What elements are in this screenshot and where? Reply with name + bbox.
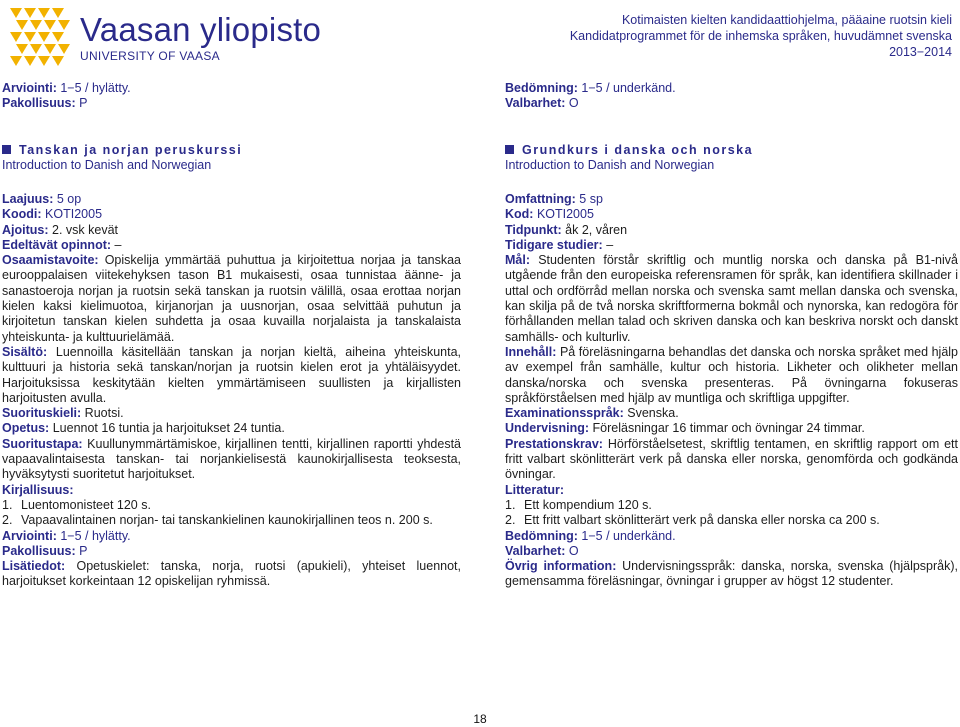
literature-label: Kirjallisuus: (2, 482, 74, 497)
additional-info-label: Lisätiedot: (2, 559, 66, 574)
exam-language-row: Examinationsspråk: Svenska. (505, 406, 679, 421)
objective-paragraph (2, 253, 461, 345)
grading-row (2, 81, 461, 96)
programme-name-sv: Kandidatprogrammet för de inhemska språken, huvudämnet svenska (569, 29, 952, 43)
scope-label: Laajuus: (2, 192, 54, 206)
literature-item: 2. Ett fritt valbart skönlitterärt verk på danska eller norska ca 200 s. (505, 513, 880, 528)
scope-value: 5 op (53, 192, 82, 206)
other-info-paragraph: Övrig information: Undervisningsspråk: danska, norska, svenska (hjälpspråk), gemensamma föreläsningar, övningar i grupper av högst 12 studenter. (505, 559, 958, 589)
scope-row: Omfattning: 5 sp (505, 192, 603, 206)
code-label: Koodi: (2, 207, 42, 222)
code-value: KOTI2005 (41, 207, 103, 222)
prereq-row (2, 238, 461, 253)
grading-row: Arviointi: 1−5 / hylätty. (2, 528, 131, 543)
elective-row: Valbarhet: O (505, 543, 579, 558)
content-text: Luennoilla käsitellään tanskan ja norjan kieltä, aiheina yhteiskunta, kulttuuri ja historia sekä tanskan/norjan ja ruotsin kielen erot ja yhtäläisyydet. Harjoituksissa keskitytään kielten ymmärtämiseen suullisten ja kirjallisten harjoitusten avulla. (2, 344, 461, 405)
literature-item: 2. Vapaavalintainen norjan- tai tanskankielinen kaunokirjallinen teos n. 200 s. (2, 513, 433, 528)
timing-value: 2. vsk kevät (48, 222, 119, 237)
literature-item: 1. Ett kompendium 120 s. (505, 497, 652, 512)
university-emblem-icon (8, 6, 72, 70)
objective-text: Opiskelija ymmärtää puhuttua ja kirjoitettua norjaa ja tanskaa eurooppalaisen viitekehyksen tason B1 mukaisesti, osaa tunnistaa äänne- ja sanastoeroja norjan ja ruotsin sekä tanskan ja ruotsin välillä, osaa erottaa norjan kielen kaksi kielimuotoa, kirjanorjan ja uusnorjan, osaa selvittää puhutun ja kirjoitetun tanskan kielen suhdetta ja osaa kuvailla norjalaista ja tanskalaista yhteiskunta- ja kulttuurielämää. (2, 253, 461, 344)
content-paragraph: Innehåll: På föreläsningarna behandlas det danska och norska språket med hjälp av exempel från samhälle, kultur och historia. Likheter och olikheter mellan danska/norska och svenska presenteras. På övningarna fokuseras språkförståelsen med hjälp av muntliga och skriftliga uppgifter. (505, 344, 958, 405)
logo-title: Vaasan yliopisto (80, 11, 322, 48)
mandatory-row (2, 96, 461, 111)
programme-header (570, 12, 952, 60)
mandatory-value: P (75, 96, 88, 111)
mandatory-row: Pakollisuus: P (2, 543, 88, 558)
course-subtitle: Introduction to Danish and Norwegian (2, 158, 212, 173)
bullet-square-icon (505, 145, 514, 154)
academic-years: 2013−2014 (889, 45, 952, 59)
code-row (2, 207, 461, 222)
content-paragraph (2, 345, 461, 406)
prereq-value: – (111, 237, 122, 252)
course-title: Grundkurs i danska och norska (505, 143, 958, 158)
goal-paragraph: Mål: Studenten förstår skriftlig och muntlig norska och danska på B1-nivå utgående från den europeiska referensramen för språk, kan identifiera skillnader i uttal och ordförråd mellan norska och svenska samt mellan danska och svenska, kan skilja på de två norska skriftformerna bokmål och nynorska, kan redogöra för förhållanden mellan talad och skriven danska och kan beskriva norskt och danskt samhälls- och kulturliv. (505, 253, 958, 344)
grading-row: Bedömning: 1−5 / underkänd. (505, 81, 676, 95)
performance-language-label: Suorituskieli: (2, 406, 82, 421)
timing-label: Ajoitus: (2, 222, 49, 237)
method-text: Kuullunymmärtämiskoe, kirjallinen tentti, kirjallinen raportti yhdestä vapaavalintaisesta tanskan- tai norjankielisestä kaunokirjallisesta teoksesta, hyväksytysti suoritetut harjoitukset. (2, 436, 461, 482)
code-row: Kod: KOTI2005 (505, 207, 594, 222)
content-label: Sisältö: (2, 344, 48, 359)
performance-language-value: Ruotsi. (81, 406, 124, 421)
requirements-paragraph: Prestationskrav: Hörförståelsetest, skriftlig tentamen, en skriftlig rapport om ett fritt valbart skönlitterärt verk på danska eller norska, genomförda och godkända övningar. (505, 436, 958, 482)
additional-info-paragraph (2, 559, 461, 590)
scope-row (2, 192, 461, 207)
course-subtitle: Introduction to Danish and Norwegian (505, 158, 715, 173)
literature-item: 1. Luentomonisteet 120 s. (2, 497, 151, 512)
literature-label: Litteratur: (505, 482, 565, 497)
teaching-value: Luennot 16 tuntia ja harjoitukset 24 tuntia. (49, 421, 285, 436)
additional-info-text: Opetuskielet: tanska, norja, ruotsi (apukieli), yhteiset luennot, harjoitukset korkeintaan 12 opiskelijan ryhmissä. (2, 559, 461, 589)
teaching-label: Opetus: (2, 421, 50, 436)
university-logo (8, 6, 321, 70)
prereq-label: Edeltävät opinnot: (2, 237, 112, 252)
bullet-square-icon (2, 145, 11, 154)
logo-subtitle: UNIVERSITY OF VAASA (80, 49, 220, 63)
grading-value: 1−5 / hylätty. (56, 81, 131, 95)
grading-row: Bedömning: 1−5 / underkänd. (505, 528, 676, 543)
timing-row (2, 223, 461, 238)
course-title: Tanskan ja norjan peruskurssi (2, 143, 461, 158)
mandatory-label: Pakollisuus: (2, 96, 76, 111)
performance-language-row (2, 406, 461, 421)
page-number: 18 (473, 712, 487, 726)
objective-label: Osaamistavoite: (2, 253, 99, 268)
prereq-row: Tidigare studier: – (505, 237, 614, 252)
teaching-row: Undervisning: Föreläsningar 16 timmar och övningar 24 timmar. (505, 421, 865, 436)
teaching-row (2, 421, 461, 436)
method-paragraph (2, 437, 461, 483)
grading-label: Arviointi: (2, 81, 57, 95)
timing-row: Tidpunkt: åk 2, våren (505, 222, 628, 237)
elective-row: Valbarhet: O (505, 96, 579, 111)
method-label: Suoritustapa: (2, 436, 83, 451)
programme-name-fi: Kotimaisten kielten kandidaattiohjelma, pääaine ruotsin kieli (621, 13, 952, 27)
